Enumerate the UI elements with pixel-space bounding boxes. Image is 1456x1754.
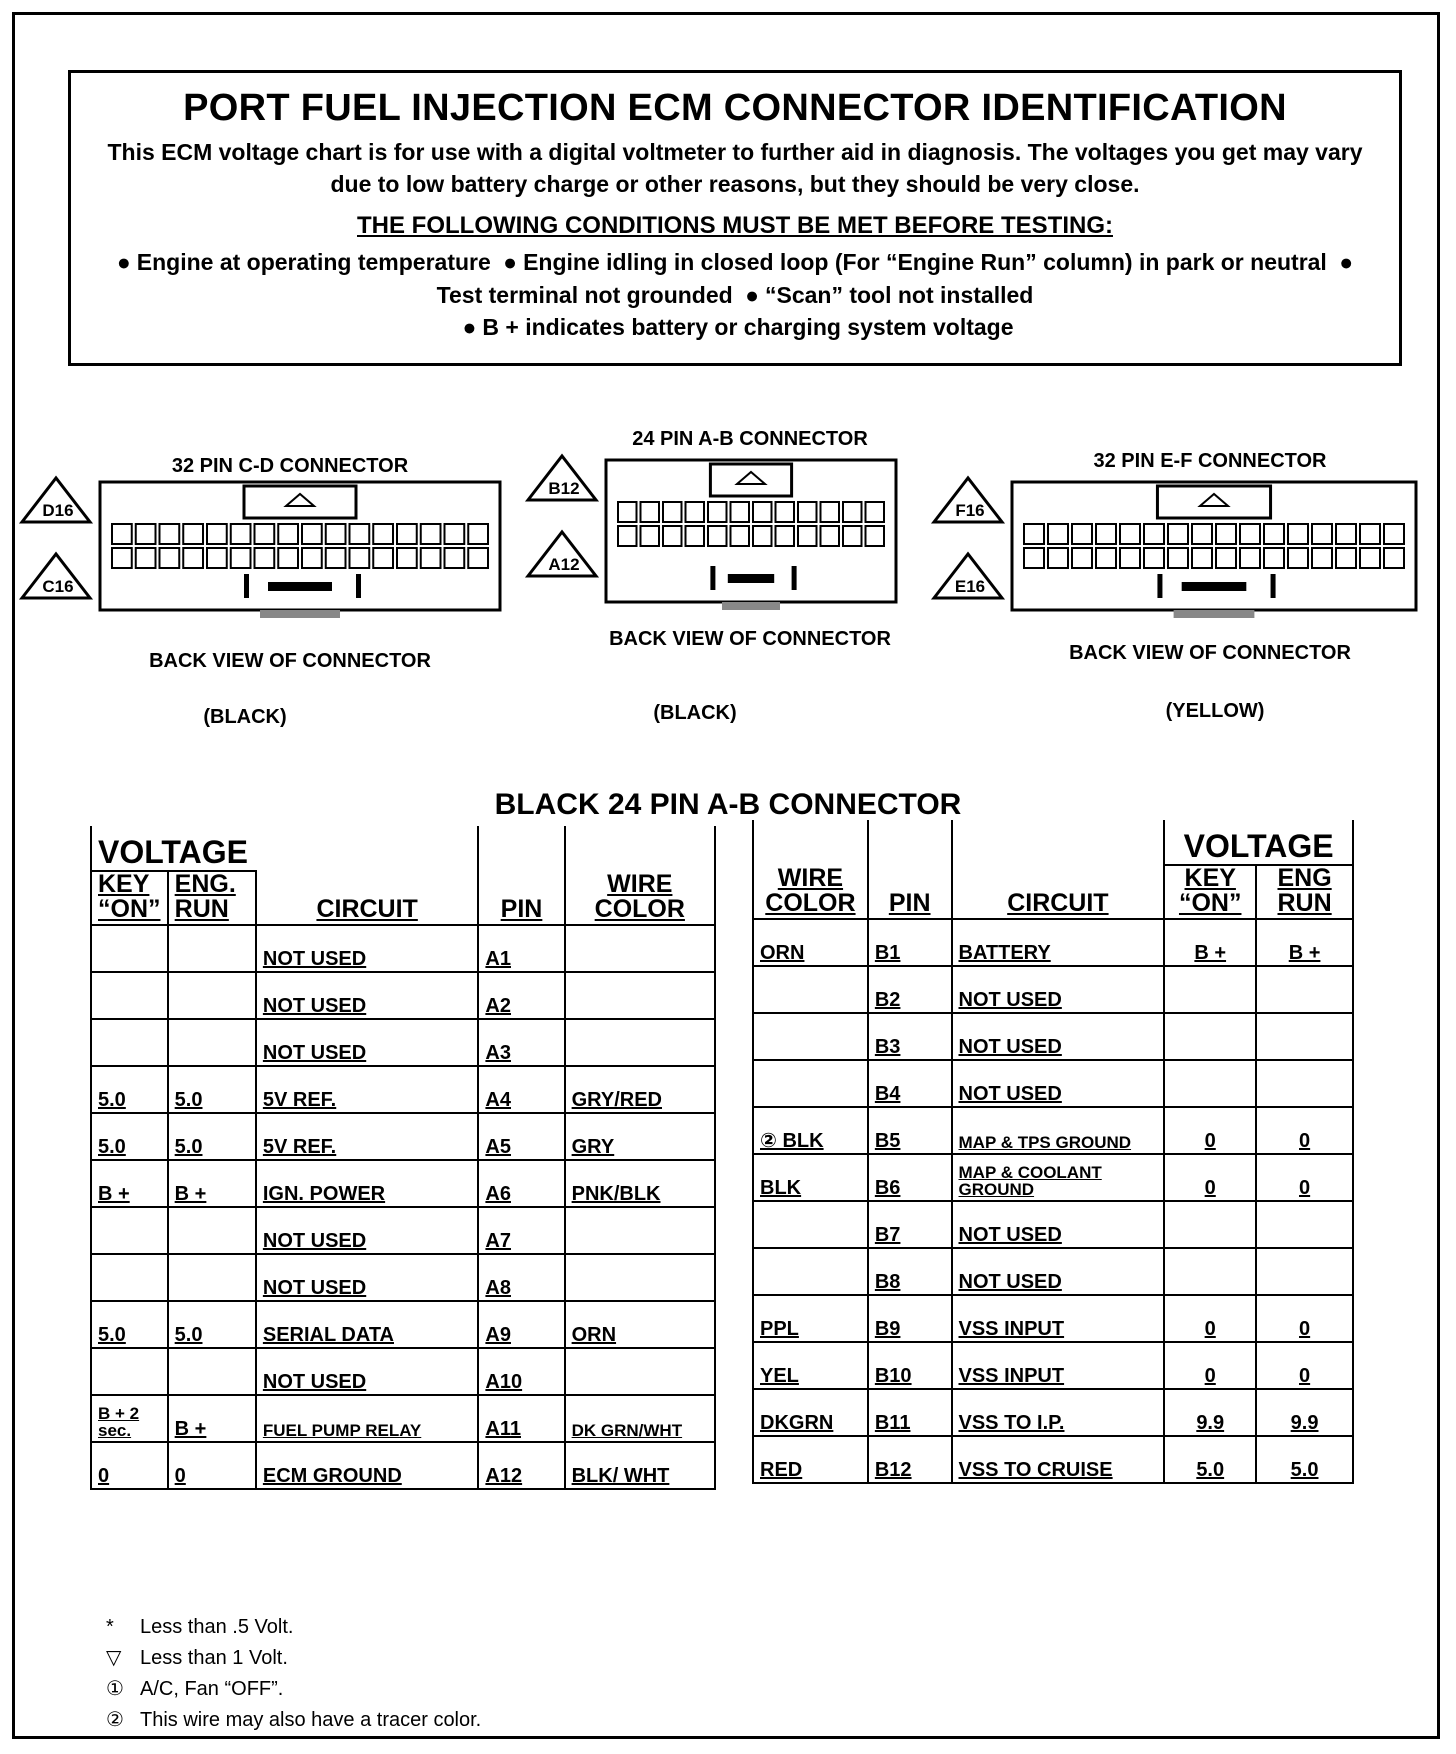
cell-circuit: NOT USED <box>256 925 479 972</box>
cell-eng: 5.0 <box>168 1113 256 1160</box>
cell-key <box>1164 966 1256 1013</box>
cell-eng <box>168 925 256 972</box>
cell-circuit: NOT USED <box>256 1254 479 1301</box>
connector-ab-view: BACK VIEW OF CONNECTOR <box>609 628 891 650</box>
table-row <box>91 1348 715 1395</box>
cell-pin: B9 <box>868 1295 952 1342</box>
table-row <box>91 1113 715 1160</box>
table-title: BLACK 24 PIN A-B CONNECTOR <box>494 788 962 821</box>
pin-top-label: B12 <box>548 479 580 498</box>
cell-wire: PPL <box>753 1295 868 1342</box>
cell-key: 5.0 <box>1164 1436 1256 1483</box>
cell-pin: A8 <box>478 1254 564 1301</box>
connector-ab-color: (BLACK) <box>653 702 737 724</box>
page-title: PORT FUEL INJECTION ECM CONNECTOR IDENTIFICATION <box>183 87 1287 129</box>
cell-pin: A1 <box>478 925 564 972</box>
cell-key <box>1164 1060 1256 1107</box>
table-row <box>753 966 1353 1013</box>
cell-wire <box>753 966 868 1013</box>
note-item <box>106 1705 481 1736</box>
cell-eng <box>1256 1060 1353 1107</box>
cell-eng <box>1256 1248 1353 1295</box>
cell-pin: B3 <box>868 1013 952 1060</box>
cell-circuit: FUEL PUMP RELAY <box>256 1395 479 1442</box>
cell-circuit: BATTERY <box>952 919 1165 966</box>
cell-circuit: VSS TO I.P. <box>952 1389 1165 1436</box>
cell-eng: 0 <box>1256 1342 1353 1389</box>
voltage-label: VOLTAGE <box>98 834 248 870</box>
cell-circuit: 5V REF. <box>256 1066 479 1113</box>
cell-wire: ORN <box>565 1301 715 1348</box>
cell-pin: A11 <box>478 1395 564 1442</box>
cell-key: 0 <box>1164 1107 1256 1154</box>
cell-eng: 9.9 <box>1256 1389 1353 1436</box>
table-row <box>91 1301 715 1348</box>
cell-wire <box>565 972 715 1019</box>
conditions-list: ● Engine at operating temperature ● Engine idling in closed loop (For “Engine Run” column) in park or neutral ●Test terminal not grounded ● “Scan” tool not installed ● B + indicates battery or charging system voltage <box>116 249 1354 340</box>
cell-wire: DKGRN <box>753 1389 868 1436</box>
table-row <box>91 1442 715 1489</box>
cell-eng <box>168 1254 256 1301</box>
cell-wire <box>565 925 715 972</box>
cell-circuit: NOT USED <box>256 1019 479 1066</box>
intro-text: This ECM voltage chart is for use with a digital voltmeter to further aid in diagnosis. The voltages you get may vary due to low battery charge or other reasons, but they should be very close. <box>107 139 1363 198</box>
cell-pin: A9 <box>478 1301 564 1348</box>
cell-key <box>91 1348 168 1395</box>
col-key-on: KEY “ON” <box>1164 865 1256 919</box>
table-row <box>753 1248 1353 1295</box>
cell-pin: A2 <box>478 972 564 1019</box>
cell-pin: A3 <box>478 1019 564 1066</box>
col-pin: PIN <box>868 820 952 919</box>
cell-circuit: NOT USED <box>952 1248 1165 1295</box>
cell-circuit: NOT USED <box>952 1013 1165 1060</box>
cell-eng: 0 <box>1256 1154 1353 1201</box>
col-eng-run: ENG RUN <box>1256 865 1353 919</box>
cell-key: 5.0 <box>91 1301 168 1348</box>
cell-key: B + <box>1164 919 1256 966</box>
cell-eng: 5.0 <box>168 1066 256 1113</box>
col-wire-color: WIRE COLOR <box>565 826 715 925</box>
note-symbol: ▽ <box>106 1647 122 1669</box>
note-symbol: ② <box>106 1709 124 1731</box>
cell-pin: B1 <box>868 919 952 966</box>
legend-notes <box>106 1612 481 1736</box>
cell-pin: A4 <box>478 1066 564 1113</box>
cell-key <box>1164 1013 1256 1060</box>
cell-wire <box>565 1207 715 1254</box>
cell-circuit: MAP & COOLANT GROUND <box>952 1154 1165 1201</box>
connector-drawing <box>934 478 1416 618</box>
connector-ef-title: 32 PIN E-F CONNECTOR <box>1093 450 1327 472</box>
note-text: This wire may also have a tracer color. <box>140 1709 482 1731</box>
cell-key: 0 <box>1164 1295 1256 1342</box>
cell-circuit: VSS INPUT <box>952 1342 1165 1389</box>
col-eng-run: ENG. RUN <box>168 871 256 925</box>
cell-pin: A6 <box>478 1160 564 1207</box>
cell-wire: BLK/ WHT <box>565 1442 715 1489</box>
table-row <box>91 1160 715 1207</box>
cell-eng <box>1256 1013 1353 1060</box>
connector-cd-title: 32 PIN C-D CONNECTOR <box>171 455 409 477</box>
cell-key <box>91 1207 168 1254</box>
note-text: A/C, Fan “OFF”. <box>140 1678 284 1700</box>
cell-pin: A7 <box>478 1207 564 1254</box>
cell-circuit: NOT USED <box>952 1060 1165 1107</box>
table-row <box>753 919 1353 966</box>
table-row <box>91 972 715 1019</box>
pin-bottom-label: E16 <box>954 577 986 596</box>
col-circuit: CIRCUIT <box>256 826 479 925</box>
condition-item: Engine idling in closed loop (For “Engine Run” column) in park or neutral <box>523 249 1327 276</box>
cell-circuit: 5V REF. <box>256 1113 479 1160</box>
connector-cd-view: BACK VIEW OF CONNECTOR <box>149 650 431 672</box>
cell-wire: GRY/RED <box>565 1066 715 1113</box>
cell-eng <box>1256 1201 1353 1248</box>
cell-key: B + <box>91 1160 168 1207</box>
cell-pin: B12 <box>868 1436 952 1483</box>
cell-key: 0 <box>1164 1342 1256 1389</box>
cell-eng: B + <box>1256 919 1353 966</box>
pin-bottom-label: C16 <box>42 577 74 596</box>
conditions-title: THE FOLLOWING CONDITIONS MUST BE MET BEFORE TESTING: <box>357 212 1113 240</box>
note-symbol: ① <box>106 1678 124 1700</box>
cell-circuit: MAP & TPS GROUND <box>952 1107 1165 1154</box>
col-circuit: CIRCUIT <box>952 820 1165 919</box>
cell-wire: GRY <box>565 1113 715 1160</box>
cell-pin: B6 <box>868 1154 952 1201</box>
connector-ab-title: 24 PIN A-B CONNECTOR <box>632 428 868 450</box>
cell-wire: DK GRN/WHT <box>565 1395 715 1442</box>
table-a-pins <box>90 826 716 1490</box>
cell-wire <box>565 1348 715 1395</box>
col-key-on: KEY “ON” <box>91 871 168 925</box>
table-row <box>753 1013 1353 1060</box>
cell-wire <box>565 1019 715 1066</box>
table-row <box>753 1389 1353 1436</box>
table-row <box>91 1019 715 1066</box>
cell-key <box>91 925 168 972</box>
cell-pin: B10 <box>868 1342 952 1389</box>
cell-circuit: VSS INPUT <box>952 1295 1165 1342</box>
cell-circuit: SERIAL DATA <box>256 1301 479 1348</box>
cell-pin: B8 <box>868 1248 952 1295</box>
table-row <box>753 1295 1353 1342</box>
cell-circuit: VSS TO CRUISE <box>952 1436 1165 1483</box>
connector-ef-view: BACK VIEW OF CONNECTOR <box>1069 642 1351 664</box>
cell-pin: A5 <box>478 1113 564 1160</box>
table-row <box>753 1436 1353 1483</box>
cell-eng <box>1256 966 1353 1013</box>
note-symbol: * <box>106 1616 114 1638</box>
connector-drawing <box>528 456 896 610</box>
cell-key: B + 2 sec. <box>91 1395 168 1442</box>
col-pin: PIN <box>478 826 564 925</box>
cell-eng: 5.0 <box>168 1301 256 1348</box>
cell-eng: B + <box>168 1160 256 1207</box>
pin-top-label: D16 <box>42 501 74 520</box>
cell-key: 5.0 <box>91 1066 168 1113</box>
header-box <box>68 70 1402 366</box>
cell-wire: ② BLK <box>753 1107 868 1154</box>
table-row <box>91 925 715 972</box>
col-wire-color: WIRE COLOR <box>753 820 868 919</box>
table-row <box>753 1107 1353 1154</box>
table-row <box>753 1154 1353 1201</box>
table-row <box>91 1254 715 1301</box>
cell-key: 0 <box>91 1442 168 1489</box>
note-text: Less than 1 Volt. <box>140 1647 288 1669</box>
pin-top-label: F16 <box>955 501 985 520</box>
cell-key <box>1164 1248 1256 1295</box>
cell-eng <box>168 972 256 1019</box>
pin-bottom-label: A12 <box>548 555 580 574</box>
note-item <box>106 1612 481 1643</box>
cell-key <box>91 1019 168 1066</box>
cell-pin: B5 <box>868 1107 952 1154</box>
cell-wire <box>753 1013 868 1060</box>
cell-circuit: NOT USED <box>952 1201 1165 1248</box>
cell-key <box>91 972 168 1019</box>
cell-eng: B + <box>168 1395 256 1442</box>
cell-wire: YEL <box>753 1342 868 1389</box>
note-item <box>106 1674 481 1705</box>
table-row <box>753 1342 1353 1389</box>
connector-drawing <box>22 478 500 618</box>
cell-circuit: NOT USED <box>256 1207 479 1254</box>
cell-pin: B11 <box>868 1389 952 1436</box>
table-row <box>753 1201 1353 1248</box>
cell-eng: 5.0 <box>1256 1436 1353 1483</box>
voltage-label: VOLTAGE <box>1183 828 1334 864</box>
cell-key: 0 <box>1164 1154 1256 1201</box>
cell-wire <box>753 1201 868 1248</box>
cell-circuit: IGN. POWER <box>256 1160 479 1207</box>
cell-eng <box>168 1019 256 1066</box>
cell-eng <box>168 1207 256 1254</box>
cell-pin: A10 <box>478 1348 564 1395</box>
table-row <box>91 1395 715 1442</box>
table-a-header <box>91 826 715 871</box>
connector-ef-color: (YELLOW) <box>1165 700 1265 722</box>
note-item <box>106 1643 481 1674</box>
cell-pin: B2 <box>868 966 952 1013</box>
condition-item: Engine at operating temperature <box>136 249 491 276</box>
cell-pin: A12 <box>478 1442 564 1489</box>
table-row <box>91 1207 715 1254</box>
table-row <box>753 1060 1353 1107</box>
cell-wire: PNK/BLK <box>565 1160 715 1207</box>
cell-wire: RED <box>753 1436 868 1483</box>
cell-eng: 0 <box>1256 1107 1353 1154</box>
cell-key: 5.0 <box>91 1113 168 1160</box>
cell-circuit: NOT USED <box>952 966 1165 1013</box>
cell-wire <box>753 1060 868 1107</box>
cell-eng <box>168 1348 256 1395</box>
table-b-pins <box>752 820 1354 1484</box>
cell-wire <box>753 1248 868 1295</box>
cell-circuit: NOT USED <box>256 1348 479 1395</box>
table-b-header <box>753 820 1353 865</box>
table-row <box>91 1066 715 1113</box>
cell-wire: BLK <box>753 1154 868 1201</box>
condition-item: Test terminal not grounded <box>436 281 733 308</box>
connector-cd-color: (BLACK) <box>203 706 287 728</box>
cell-wire: ORN <box>753 919 868 966</box>
cell-key <box>91 1254 168 1301</box>
cell-wire <box>565 1254 715 1301</box>
cell-pin: B4 <box>868 1060 952 1107</box>
condition-item: B + indicates battery or charging system voltage <box>482 313 1014 340</box>
condition-item: “Scan” tool not installed <box>764 281 1034 308</box>
cell-circuit: ECM GROUND <box>256 1442 479 1489</box>
cell-eng: 0 <box>168 1442 256 1489</box>
cell-eng: 0 <box>1256 1295 1353 1342</box>
note-text: Less than .5 Volt. <box>140 1616 294 1638</box>
cell-pin: B7 <box>868 1201 952 1248</box>
cell-circuit: NOT USED <box>256 972 479 1019</box>
cell-key <box>1164 1201 1256 1248</box>
cell-key: 9.9 <box>1164 1389 1256 1436</box>
